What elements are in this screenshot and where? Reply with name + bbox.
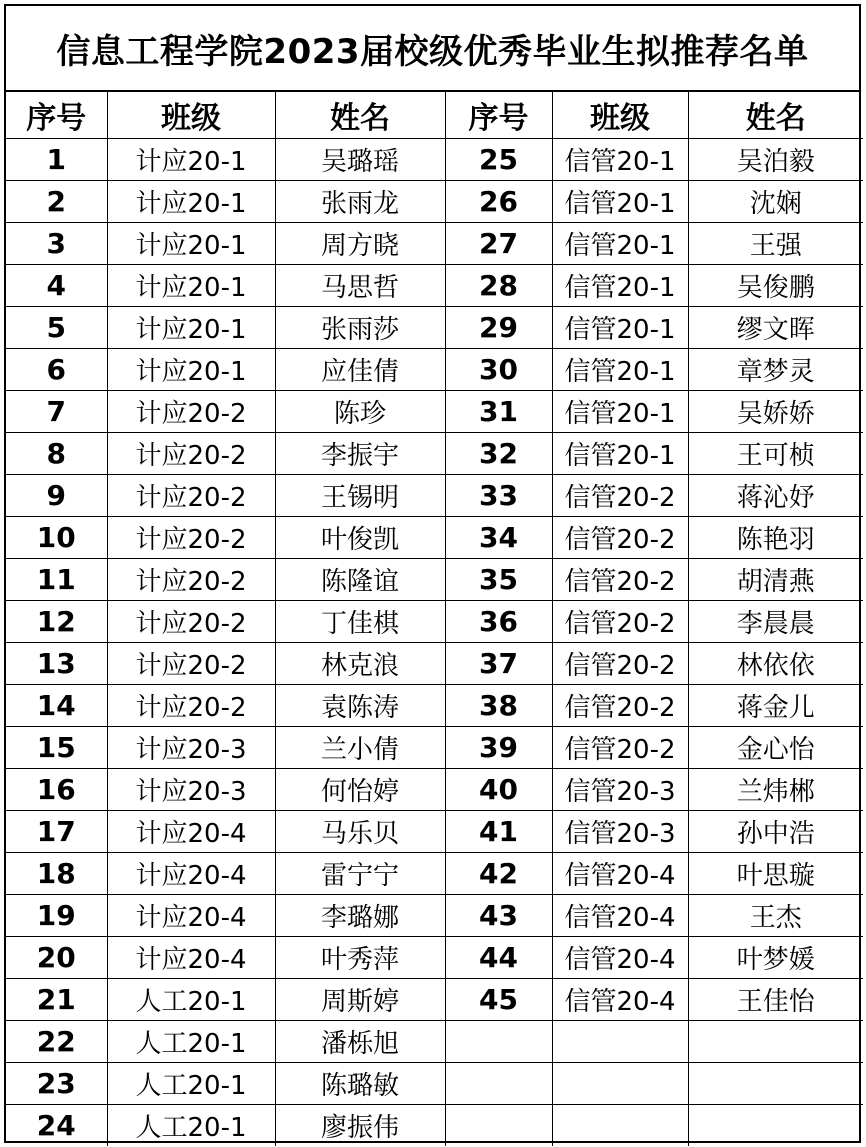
- class-cell-left: 计应20-4: [107, 937, 275, 979]
- row-number-right: 40: [445, 769, 552, 811]
- row-number-left: 14: [6, 685, 107, 727]
- row-number-left: 13: [6, 643, 107, 685]
- row-number-right: 38: [445, 685, 552, 727]
- class-cell-left: 计应20-4: [107, 853, 275, 895]
- class-cell-right: 信管20-1: [552, 307, 688, 349]
- name-cell-left: 周方晓: [275, 223, 445, 265]
- class-cell-left: 计应20-2: [107, 685, 275, 727]
- table-row: [6, 601, 863, 643]
- name-cell-left: 丁佳棋: [275, 601, 445, 643]
- row-number-right: 37: [445, 643, 552, 685]
- row-number-right: [445, 1021, 552, 1063]
- name-cell-right: 叶梦媛: [688, 937, 863, 979]
- header-name-right: 姓名: [688, 92, 863, 139]
- class-cell-left: 计应20-2: [107, 601, 275, 643]
- table-row: [6, 769, 863, 811]
- name-cell-left: 潘栎旭: [275, 1021, 445, 1063]
- class-cell-left: 计应20-4: [107, 811, 275, 853]
- name-cell-left: 兰小倩: [275, 727, 445, 769]
- class-cell-left: 人工20-1: [107, 1063, 275, 1105]
- class-cell-left: 计应20-1: [107, 223, 275, 265]
- class-cell-right: 信管20-4: [552, 937, 688, 979]
- name-cell-left: 叶秀萍: [275, 937, 445, 979]
- class-cell-right: 信管20-1: [552, 181, 688, 223]
- class-cell-left: 计应20-2: [107, 517, 275, 559]
- table-row: [6, 1063, 863, 1105]
- row-number-right: 36: [445, 601, 552, 643]
- row-number-right: [445, 1063, 552, 1105]
- name-cell-left: 周斯婷: [275, 979, 445, 1021]
- name-cell-left: 雷宁宁: [275, 853, 445, 895]
- row-number-right: 25: [445, 139, 552, 181]
- class-cell-right: 信管20-1: [552, 139, 688, 181]
- class-cell-left: 计应20-1: [107, 307, 275, 349]
- header-class-right: 班级: [552, 92, 688, 139]
- class-cell-right: 信管20-2: [552, 517, 688, 559]
- class-cell-right: 信管20-1: [552, 349, 688, 391]
- table-row: [6, 391, 863, 433]
- table-row: [6, 727, 863, 769]
- name-cell-left: 王锡明: [275, 475, 445, 517]
- row-number-left: 9: [6, 475, 107, 517]
- name-cell-left: 何怡婷: [275, 769, 445, 811]
- table-row: [6, 979, 863, 1021]
- name-cell-left: 应佳倩: [275, 349, 445, 391]
- name-cell-right: 沈娴: [688, 181, 863, 223]
- row-number-left: 4: [6, 265, 107, 307]
- row-number-left: 15: [6, 727, 107, 769]
- class-cell-right: [552, 1105, 688, 1147]
- class-cell-right: 信管20-2: [552, 559, 688, 601]
- row-number-right: [445, 1105, 552, 1147]
- row-number-left: 23: [6, 1063, 107, 1105]
- row-number-left: 11: [6, 559, 107, 601]
- class-cell-left: 计应20-1: [107, 349, 275, 391]
- row-number-left: 1: [6, 139, 107, 181]
- header-name-left: 姓名: [275, 92, 445, 139]
- row-number-right: 29: [445, 307, 552, 349]
- row-number-left: 20: [6, 937, 107, 979]
- table-row: [6, 685, 863, 727]
- class-cell-right: 信管20-1: [552, 433, 688, 475]
- roster-body: [6, 139, 863, 1147]
- class-cell-left: 计应20-2: [107, 433, 275, 475]
- row-number-right: 41: [445, 811, 552, 853]
- name-cell-right: 王强: [688, 223, 863, 265]
- table-row: [6, 181, 863, 223]
- class-cell-right: 信管20-3: [552, 769, 688, 811]
- name-cell-right: [688, 1105, 863, 1147]
- class-cell-right: 信管20-2: [552, 601, 688, 643]
- row-number-right: 26: [445, 181, 552, 223]
- class-cell-left: 计应20-2: [107, 391, 275, 433]
- page-title: 信息工程学院2023届校级优秀毕业生拟推荐名单: [6, 6, 859, 92]
- row-number-left: 22: [6, 1021, 107, 1063]
- class-cell-right: 信管20-4: [552, 853, 688, 895]
- row-number-right: 43: [445, 895, 552, 937]
- row-number-left: 3: [6, 223, 107, 265]
- class-cell-left: 人工20-1: [107, 1021, 275, 1063]
- class-cell-right: 信管20-2: [552, 727, 688, 769]
- class-cell-right: 信管20-3: [552, 811, 688, 853]
- class-cell-left: 计应20-3: [107, 727, 275, 769]
- class-cell-right: [552, 1063, 688, 1105]
- name-cell-left: 廖振伟: [275, 1105, 445, 1147]
- row-number-right: 30: [445, 349, 552, 391]
- table-row: [6, 643, 863, 685]
- name-cell-right: 王杰: [688, 895, 863, 937]
- class-cell-right: 信管20-2: [552, 475, 688, 517]
- table-row: [6, 559, 863, 601]
- name-cell-right: 陈艳羽: [688, 517, 863, 559]
- name-cell-left: 李振宇: [275, 433, 445, 475]
- row-number-left: 6: [6, 349, 107, 391]
- roster-table: [6, 92, 863, 1146]
- row-number-left: 16: [6, 769, 107, 811]
- name-cell-right: [688, 1063, 863, 1105]
- table-row: [6, 349, 863, 391]
- row-number-right: 44: [445, 937, 552, 979]
- row-number-left: 8: [6, 433, 107, 475]
- row-number-right: 32: [445, 433, 552, 475]
- name-cell-right: 蒋沁妤: [688, 475, 863, 517]
- class-cell-left: 计应20-3: [107, 769, 275, 811]
- row-number-left: 7: [6, 391, 107, 433]
- name-cell-right: 吴娇娇: [688, 391, 863, 433]
- table-row: [6, 517, 863, 559]
- class-cell-left: 计应20-2: [107, 475, 275, 517]
- name-cell-left: 叶俊凯: [275, 517, 445, 559]
- table-row: [6, 811, 863, 853]
- row-number-right: 34: [445, 517, 552, 559]
- row-number-left: 12: [6, 601, 107, 643]
- name-cell-right: 吴泊毅: [688, 139, 863, 181]
- table-row: [6, 1021, 863, 1063]
- row-number-left: 2: [6, 181, 107, 223]
- row-number-left: 19: [6, 895, 107, 937]
- table-row: [6, 307, 863, 349]
- name-cell-left: 林克浪: [275, 643, 445, 685]
- table-row: [6, 1105, 863, 1147]
- name-cell-right: 兰炜郴: [688, 769, 863, 811]
- name-cell-right: 孙中浩: [688, 811, 863, 853]
- table-row: [6, 937, 863, 979]
- table-row: [6, 475, 863, 517]
- row-number-left: 5: [6, 307, 107, 349]
- class-cell-right: 信管20-1: [552, 265, 688, 307]
- class-cell-left: 人工20-1: [107, 1105, 275, 1147]
- name-cell-right: 李晨晨: [688, 601, 863, 643]
- name-cell-right: 林依依: [688, 643, 863, 685]
- row-number-left: 24: [6, 1105, 107, 1147]
- name-cell-left: 陈璐敏: [275, 1063, 445, 1105]
- name-cell-right: 王佳怡: [688, 979, 863, 1021]
- class-cell-right: 信管20-4: [552, 895, 688, 937]
- name-cell-left: 张雨龙: [275, 181, 445, 223]
- header-row: [6, 92, 863, 139]
- row-number-left: 18: [6, 853, 107, 895]
- name-cell-right: 金心怡: [688, 727, 863, 769]
- header-class-left: 班级: [107, 92, 275, 139]
- row-number-right: 35: [445, 559, 552, 601]
- class-cell-left: 计应20-1: [107, 181, 275, 223]
- table-row: [6, 895, 863, 937]
- class-cell-left: 计应20-1: [107, 139, 275, 181]
- name-cell-right: 蒋金儿: [688, 685, 863, 727]
- class-cell-left: 人工20-1: [107, 979, 275, 1021]
- name-cell-right: 缪文晖: [688, 307, 863, 349]
- name-cell-left: 袁陈涛: [275, 685, 445, 727]
- class-cell-left: 计应20-2: [107, 643, 275, 685]
- row-number-right: 27: [445, 223, 552, 265]
- class-cell-left: 计应20-2: [107, 559, 275, 601]
- name-cell-left: 马思哲: [275, 265, 445, 307]
- name-cell-right: 胡清燕: [688, 559, 863, 601]
- row-number-right: 31: [445, 391, 552, 433]
- row-number-left: 21: [6, 979, 107, 1021]
- row-number-right: 42: [445, 853, 552, 895]
- table-row: [6, 433, 863, 475]
- name-cell-left: 李璐娜: [275, 895, 445, 937]
- name-cell-right: 章梦灵: [688, 349, 863, 391]
- header-no-right: 序号: [445, 92, 552, 139]
- name-cell-left: 张雨莎: [275, 307, 445, 349]
- class-cell-right: 信管20-1: [552, 223, 688, 265]
- name-cell-right: 吴俊鹏: [688, 265, 863, 307]
- class-cell-right: 信管20-4: [552, 979, 688, 1021]
- name-cell-left: 马乐贝: [275, 811, 445, 853]
- name-cell-right: 叶思璇: [688, 853, 863, 895]
- name-cell-left: 陈珍: [275, 391, 445, 433]
- class-cell-right: 信管20-1: [552, 391, 688, 433]
- row-number-right: 39: [445, 727, 552, 769]
- class-cell-right: 信管20-2: [552, 685, 688, 727]
- name-cell-right: [688, 1021, 863, 1063]
- table-row: [6, 223, 863, 265]
- class-cell-right: [552, 1021, 688, 1063]
- class-cell-left: 计应20-4: [107, 895, 275, 937]
- row-number-left: 10: [6, 517, 107, 559]
- table-row: [6, 853, 863, 895]
- class-cell-left: 计应20-1: [107, 265, 275, 307]
- table-row: [6, 265, 863, 307]
- row-number-right: 45: [445, 979, 552, 1021]
- header-no-left: 序号: [6, 92, 107, 139]
- row-number-right: 28: [445, 265, 552, 307]
- row-number-left: 17: [6, 811, 107, 853]
- roster-sheet: [4, 4, 861, 1143]
- name-cell-right: 王可桢: [688, 433, 863, 475]
- name-cell-left: 陈隆谊: [275, 559, 445, 601]
- name-cell-left: 吴璐瑶: [275, 139, 445, 181]
- row-number-right: 33: [445, 475, 552, 517]
- class-cell-right: 信管20-2: [552, 643, 688, 685]
- table-row: [6, 139, 863, 181]
